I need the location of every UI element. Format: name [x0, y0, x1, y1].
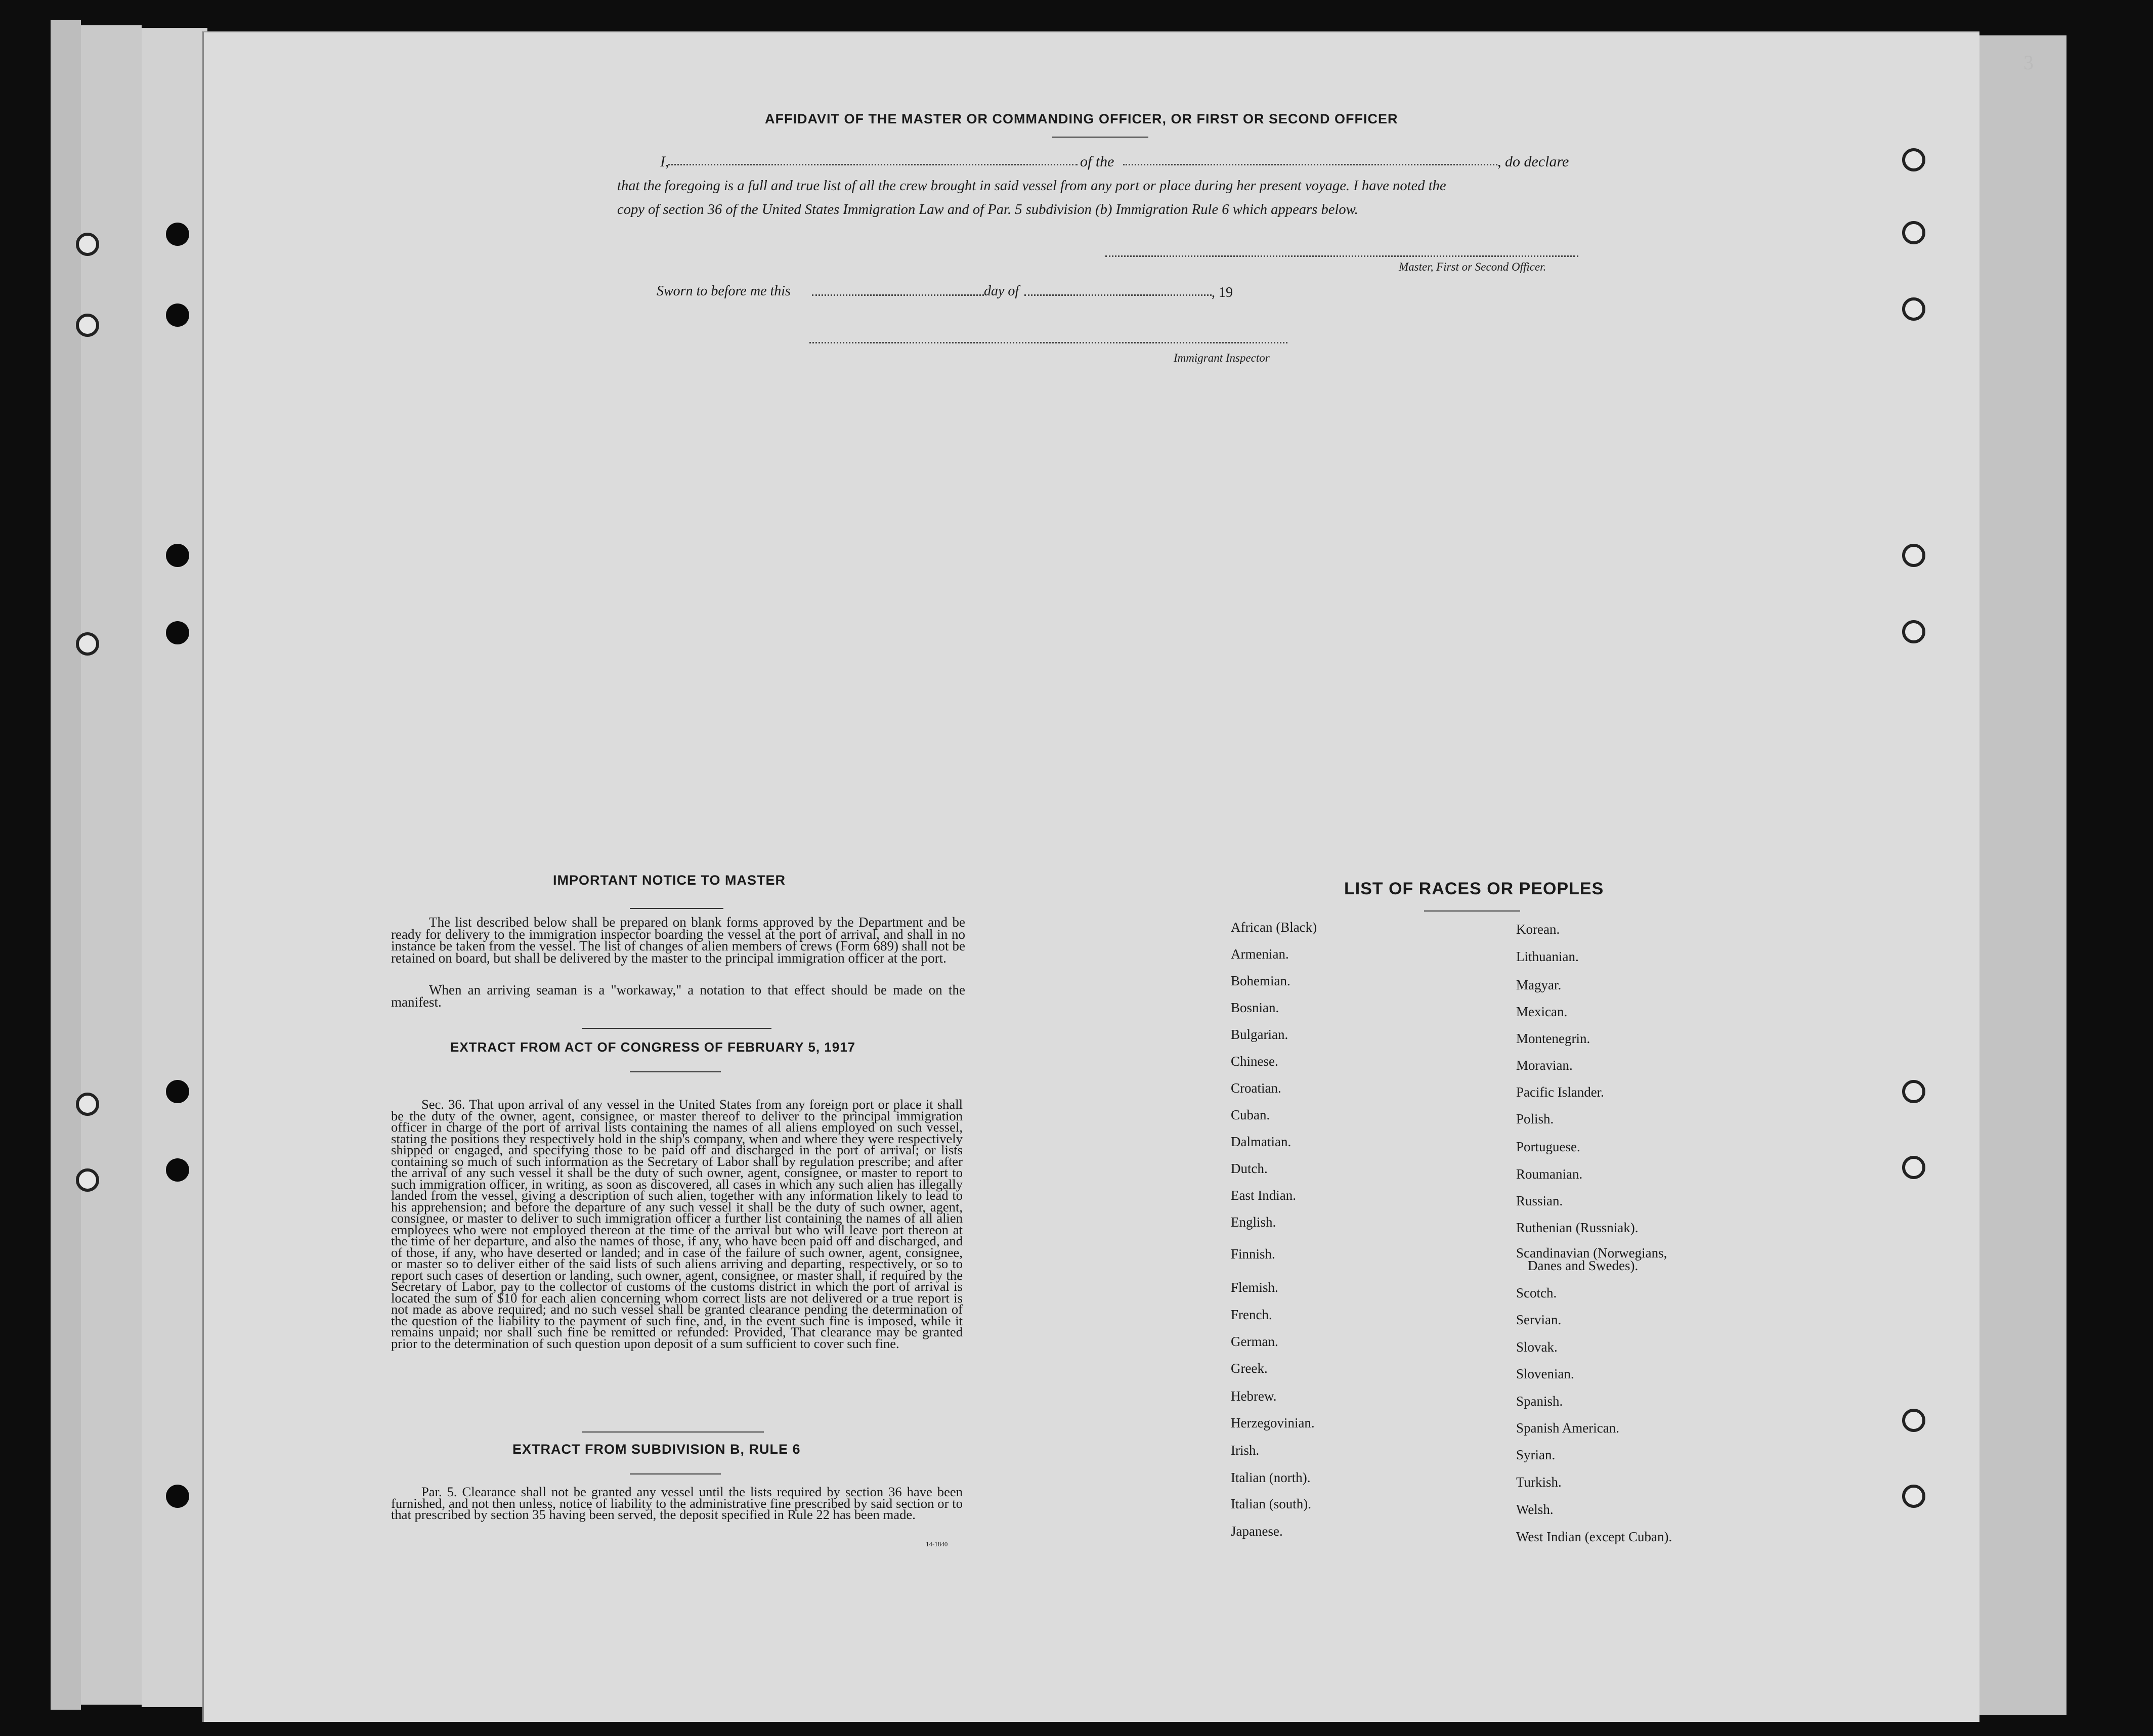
right-edge-strip [1975, 35, 2066, 1715]
race-item: East Indian. [1231, 1188, 1296, 1203]
race-item: Mexican. [1516, 1004, 1568, 1019]
binder-hole [1902, 1156, 1925, 1179]
inspector-signature-blank [809, 342, 1287, 343]
race-item: Cuban. [1231, 1107, 1270, 1122]
race-item: Welsh. [1516, 1502, 1554, 1517]
race-item: Pacific Islander. [1516, 1084, 1604, 1100]
race-item: Montenegrin. [1516, 1031, 1590, 1046]
binder-hole [1902, 221, 1925, 244]
race-item: Italian (south). [1231, 1496, 1311, 1511]
race-item: Dutch. [1231, 1161, 1268, 1176]
notice-para1: The list described below shall be prepared on blank forms approved by the Department and be ready for delivery to the immigration inspector boarding the vessel at the port of arrival, and shall in no instance be taken from the vessel. The list of changes of alien members of crews (Form 689) shall not be retained on board, but shall be delivered by the master to the principal immigration officer at the port. [391, 915, 965, 966]
name-blank [668, 164, 1078, 165]
race-item: Japanese. [1231, 1524, 1283, 1539]
extract-act-title: EXTRACT FROM ACT OF CONGRESS OF FEBRUARY 5, 1917 [450, 1039, 856, 1055]
race-item: French. [1231, 1307, 1272, 1322]
affidavit-of-the-label: of the [1080, 153, 1114, 170]
master-signature-blank [1105, 255, 1578, 257]
race-item: Hebrew. [1231, 1388, 1277, 1404]
race-item: Servian. [1516, 1312, 1562, 1327]
race-item: African (Black) [1231, 920, 1317, 935]
underlying-page-3 [142, 28, 207, 1707]
binder-hole [166, 621, 189, 644]
race-item: Flemish. [1231, 1280, 1278, 1295]
inspector-label: Immigrant Inspector [1174, 352, 1270, 364]
race-item: Herzegovinian. [1231, 1415, 1315, 1430]
affidavit-title: AFFIDAVIT OF THE MASTER OR COMMANDING OFFICER, OR FIRST OR SECOND OFFICER [765, 111, 1398, 126]
affidavit-line1: that the foregoing is a full and true list of all the crew brought in said vessel from any port or place during her present voyage. I have noted the [617, 178, 1446, 194]
extract-rule-rule [630, 1473, 721, 1474]
extract-act-rule [630, 1071, 721, 1072]
race-item: Croatian. [1231, 1080, 1281, 1096]
binder-hole [166, 544, 189, 567]
race-item: Finnish. [1231, 1246, 1275, 1262]
race-item: English. [1231, 1214, 1276, 1230]
year-label: , 19 [1212, 285, 1233, 300]
race-item: Armenian. [1231, 946, 1289, 962]
binder-hole [166, 1485, 189, 1508]
race-item: Slovak. [1516, 1339, 1558, 1355]
race-item: West Indian (except Cuban). [1516, 1529, 1672, 1544]
binder-hole [166, 223, 189, 246]
race-item: Greek. [1231, 1361, 1268, 1376]
race-item: Russian. [1516, 1193, 1563, 1208]
race-item: Spanish American. [1516, 1420, 1619, 1436]
race-item: Danes and Swedes). [1528, 1258, 1639, 1273]
extract-rule-text: Par. 5. Clearance shall not be granted any vessel until the lists required by section 36 have been furnished, and not then unless, notice of liability to the administrative fine prescribed by said section or to that prescribed by section 35 having been served, the deposit specified in Rule 22 has been made. [391, 1484, 963, 1522]
binder-hole [1902, 1080, 1925, 1103]
race-item: Spanish. [1516, 1394, 1563, 1409]
page-number: 3 [2023, 51, 2034, 74]
binder-hole [1902, 544, 1925, 567]
binder-hole [1902, 297, 1925, 321]
binder-hole [1902, 148, 1925, 171]
extract-act-text: Sec. 36. That upon arrival of any vessel in the United States from any foreign port or place it shall be the duty of the owner, agent, consignee, or master thereof to deliver to the principal immigration officer in charge of the port of arrival lists containing the names of all aliens employed on such vessel, stating the positions they respectively hold in the ship's company, when and where they were respectively shipped or engaged, and specifying those to be paid off and discharged in the port of arrival; or lists containing so much of such information as the Secretary of Labor shall by regulation prescribe; and after the arrival of any such vessel it shall be the duty of such owner, agent, consignee, or master to report to such immigration officer, in writing, as soon as discovered, all cases in which any such alien has illegally landed from the vessel, giving a description of such alien, together with any information likely to lead to his apprehension; and before the departure of any such vessel it shall be the duty of such owner, agent, consignee, or master to deliver to such immigration officer a further list containing the names of all alien employees who were not employed thereon at the time of the arrival but who will leave port thereon at the time of her departure, and also the names of those, if any, who have been paid off and discharged, and of those, if any, who have deserted or landed; and in case of the failure of such owner, agent, consignee, or master so to deliver either of the said lists of such aliens arriving and departing, respectively, or so to report such cases of desertion or landing, such owner, agent, consignee, or master shall, if required by the Secretary of Labor, pay to the collector of customs of the customs district in which the port of arrival is located the sum of $10 for each alien concerning whom correct lists are not delivered or a true report is not made as above required; and no such vessel shall be granted clearance pending the determination of the question of the liability to the payment of such fine, and, in the event such fine is imposed, while it remains unpaid; nor shall such fine be remitted or refunded: Provided, That clearance may be granted prior to the determination of such question upon deposit of a sum sufficient to cover such fine. [391, 1097, 963, 1351]
notice-title: IMPORTANT NOTICE TO MASTER [553, 873, 786, 888]
race-item: Irish. [1231, 1443, 1260, 1458]
day-of-label: day of [984, 283, 1019, 299]
binder-hole [76, 1093, 99, 1116]
binder-hole [76, 233, 99, 256]
master-signature-label: Master, First or Second Officer. [1399, 261, 1546, 273]
race-item: Polish. [1516, 1111, 1554, 1126]
underlying-page-1 [51, 20, 81, 1710]
binder-hole [166, 1080, 189, 1103]
binder-hole [166, 303, 189, 327]
race-item: Ruthenian (Russniak). [1516, 1220, 1639, 1235]
binder-hole [76, 1168, 99, 1192]
race-item: German. [1231, 1334, 1278, 1349]
affidavit-i-label: I, [660, 153, 669, 170]
race-item: Bulgarian. [1231, 1027, 1288, 1042]
race-item: Slovenian. [1516, 1366, 1574, 1381]
race-item: Magyar. [1516, 977, 1562, 992]
affidavit-declare-label: , do declare [1497, 153, 1569, 170]
binder-hole [1902, 620, 1925, 643]
binder-hole [1902, 1409, 1925, 1432]
race-item: Chinese. [1231, 1054, 1278, 1069]
race-item: Italian (north). [1231, 1470, 1311, 1485]
sworn-month-blank [1024, 294, 1212, 296]
race-item: Lithuanian. [1516, 949, 1579, 964]
race-item: Bosnian. [1231, 1000, 1279, 1015]
section-rule [582, 1431, 764, 1433]
section-rule [582, 1028, 771, 1029]
race-item: Portuguese. [1516, 1139, 1580, 1154]
races-title-rule [1424, 910, 1520, 912]
notice-title-rule [630, 908, 723, 909]
title-rule [1052, 137, 1148, 138]
race-item: Korean. [1516, 922, 1560, 937]
binder-hole [1902, 1485, 1925, 1508]
race-item: Syrian. [1516, 1447, 1556, 1462]
race-item: Dalmatian. [1231, 1134, 1291, 1149]
form-number: 14-1840 [926, 1540, 948, 1548]
sworn-label: Sworn to before me this [657, 283, 791, 299]
race-item: Scandinavian (Norwegians, [1516, 1245, 1667, 1261]
binder-hole [76, 632, 99, 656]
manifest-page [202, 31, 1979, 1722]
binder-hole [166, 1158, 189, 1182]
race-item: Scotch. [1516, 1285, 1557, 1300]
notice-para2: When an arriving seaman is a "workaway," a notation to that effect should be made on the manifest. [391, 982, 965, 1010]
sworn-day-blank [812, 294, 984, 296]
binder-hole [76, 314, 99, 337]
race-item: Bohemian. [1231, 973, 1290, 988]
race-item: Moravian. [1516, 1058, 1573, 1073]
race-item: Turkish. [1516, 1474, 1562, 1490]
extract-rule-title: EXTRACT FROM SUBDIVISION B, RULE 6 [512, 1442, 801, 1457]
underlying-page-2 [81, 25, 142, 1705]
race-item: Roumanian. [1516, 1166, 1583, 1182]
races-title: LIST OF RACES OR PEOPLES [1344, 879, 1604, 898]
vessel-blank [1123, 164, 1497, 165]
affidavit-line2: copy of section 36 of the United States Immigration Law and of Par. 5 subdivision (b) Immigration Rule 6 which appears below. [617, 202, 1358, 218]
